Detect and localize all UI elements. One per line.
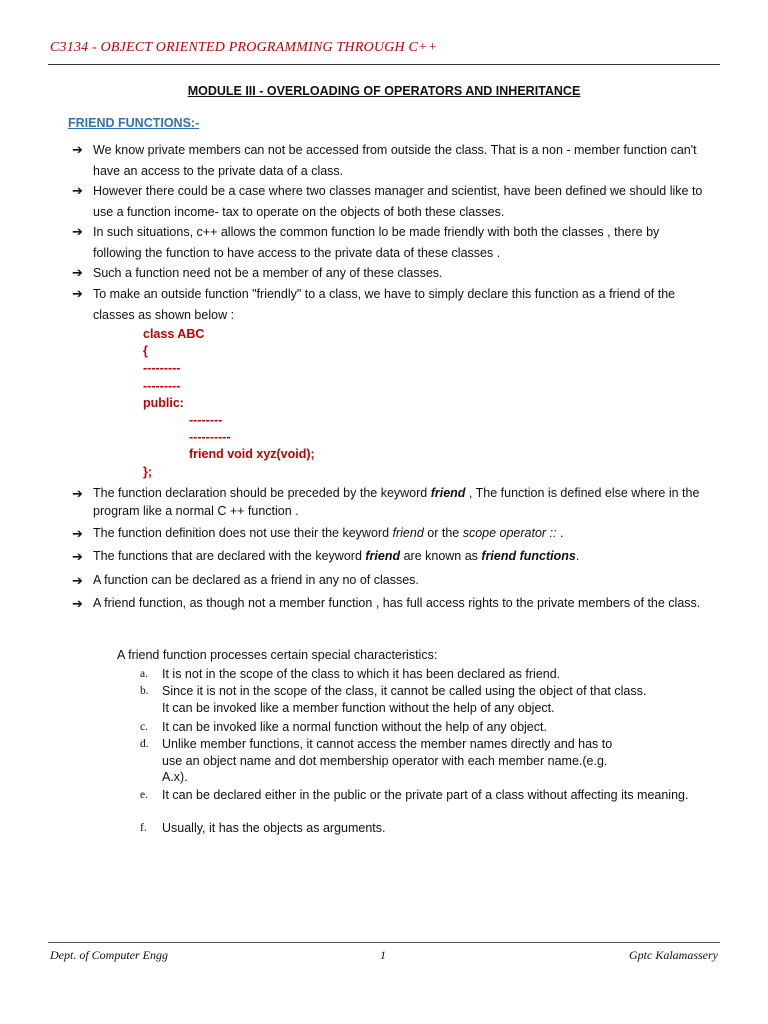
arrow-icon: ➔ — [72, 142, 83, 157]
arrow-icon: ➔ — [72, 286, 83, 301]
code-line: public: — [143, 395, 184, 410]
code-line: class ABC — [143, 327, 205, 341]
list-item: d. Unlike member functions, it cannot access the member names directly and has to use an object name and dot membership operator with each member name.(e.g. A.x). — [140, 737, 613, 784]
bullet-friendly: ➔ To make an outside function "friendly" to a class, we have to simply declare this function as a friend of the classes as shown below : — [72, 286, 676, 322]
code-line: --------- — [143, 361, 181, 376]
code-line: { — [143, 344, 148, 359]
bullet-definition: ➔ The function definition does not use their the keyword friend or the scope operator :: . — [72, 526, 564, 541]
footer-institution: Gptc Kalamassery — [629, 948, 718, 962]
bullet-not-member: ➔ Such a function need not be a member of any of these classes. — [72, 263, 704, 284]
list-item: a. It is not in the scope of the class to which it has been declared as friend. — [140, 667, 561, 681]
keyword-friend: friend — [365, 549, 401, 563]
arrow-icon: ➔ — [72, 596, 83, 611]
header-rule — [48, 64, 720, 65]
list-item: f. Usually, it has the objects as arguments. — [140, 821, 386, 835]
section-title: FRIEND FUNCTIONS:- — [68, 116, 200, 130]
bullet-full-access: ➔ A friend function, as though not a member function , has full access rights to the private members of the class. — [72, 596, 701, 611]
keyword-friend-functions: friend functions — [481, 549, 576, 563]
arrow-icon: ➔ — [72, 486, 83, 501]
page-number: 1 — [380, 948, 386, 962]
bullet-situations: ➔ In such situations, c++ allows the common function lo be made friendly with both the classes , there by following the function to have access to the private data of these classes . — [72, 224, 660, 260]
arrow-icon: ➔ — [72, 526, 83, 541]
bullet-declaration: ➔ The function declaration should be preceded by the keyword friend , The function is defined else where in the program like a normal C ++ function . — [72, 486, 700, 518]
code-line: -------- — [189, 413, 223, 428]
module-title: MODULE III - OVERLOADING OF OPERATORS AND INHERITANCE — [187, 84, 581, 98]
footer-department: Dept. of Computer Engg — [50, 948, 168, 962]
bullet-private-members: ➔ We know private members can not be accessed from outside the class. That is a non - member function can't have an access to the private data of a class. — [72, 142, 697, 178]
code-sample — [143, 326, 315, 481]
list-item: c. It can be invoked like a normal function without the help of any object. — [140, 720, 547, 734]
code-line: --------- — [143, 378, 181, 393]
code-line: friend void xyz(void); — [189, 447, 315, 462]
arrow-icon: ➔ — [72, 549, 83, 564]
characteristics-intro: A friend function processes certain special characteristics: — [117, 648, 438, 662]
keyword-scope-operator: scope operator :: — [462, 526, 557, 540]
arrow-icon: ➔ — [72, 183, 83, 198]
list-item: e. It can be declared either in the public or the private part of a class without affecting its meaning. — [140, 788, 689, 802]
arrow-icon: ➔ — [72, 573, 83, 588]
bullet-manager-scientist: ➔ However there could be a case where two classes manager and scientist, have been defined we should like to use a function income- tax to operate on the objects of both these classes. — [72, 183, 703, 219]
arrow-icon: ➔ — [72, 265, 83, 280]
keyword-friend: friend — [392, 526, 424, 540]
footer-rule — [48, 942, 720, 943]
arrow-icon: ➔ — [72, 224, 83, 239]
course-header: C3134 - OBJECT ORIENTED PROGRAMMING THROUGH C++ — [50, 40, 438, 55]
code-line: ---------- — [189, 430, 231, 445]
bullet-any-classes: ➔ A function can be declared as a friend in any no of classes. — [72, 573, 419, 588]
bullet-known-as: ➔ The functions that are declared with the keyword friend are known as friend functions. — [72, 549, 580, 564]
keyword-friend: friend — [430, 486, 466, 500]
code-line: }; — [143, 464, 153, 479]
list-item: b. Since it is not in the scope of the class, it cannot be called using the object of that class. It can be invoked like a member function without the help of any object. — [140, 684, 647, 715]
